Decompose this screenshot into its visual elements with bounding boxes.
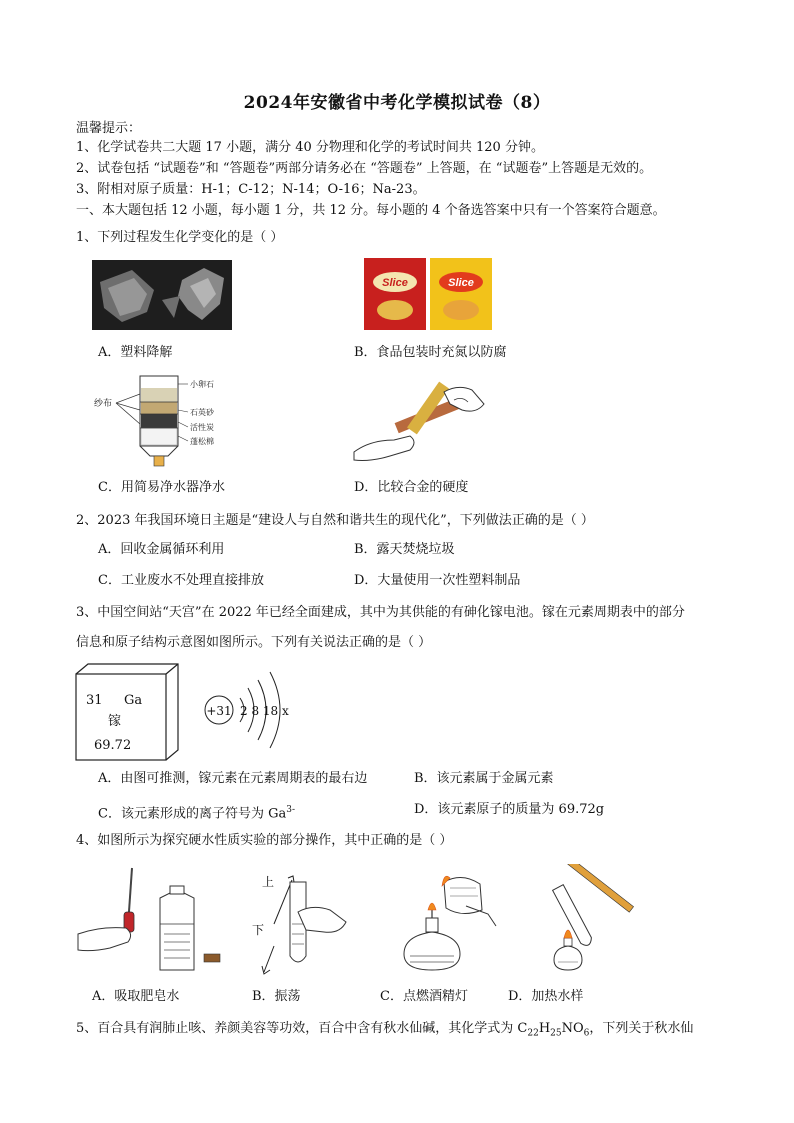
section-heading: 一、本大题包括 12 小题，每小题 1 分，共 12 分。每小题的 4 个备选答案中只有一个答案符合题意。 [76,203,666,218]
q5-formula-c-count: 22 [527,1028,539,1039]
q2-stem: 2、2023 年我国环境日主题是“建设人与自然和谐共生的现代化”，下列做法正确的是（ ） [76,513,594,528]
filter-label-sand: 石英砂 [190,408,214,417]
q3-option-b[interactable]: B．该元素属于金属元素 [414,771,554,786]
q3-option-a[interactable]: A．由图可推测，镓元素在元素周期表的最右边 [98,771,368,786]
q5-formula-h-count: 25 [550,1028,562,1039]
element-symbol: Ga [124,693,143,708]
q1-stem: 1、下列过程发生化学变化的是（ ） [76,230,284,245]
q4-option-a[interactable]: A．吸取肥皂水 [92,989,180,1004]
q3-option-d[interactable]: D．该元素原子的质量为 69.72g [414,802,605,817]
chips-package-image [364,258,492,330]
tips-heading: 温馨提示： [76,121,142,136]
q4-option-b[interactable]: B．振荡 [252,989,301,1004]
element-atomic-number: 31 [86,693,103,708]
filter-label-pebble: 小卵石 [190,380,214,389]
dropper-image [76,862,226,978]
direction-down-label: 下 [252,923,265,937]
alloy-hardness-image [350,370,490,466]
q5-stem [76,1020,693,1043]
q3-option-c-charge: 3- [286,805,295,815]
filter-label-cotton: 蓬松棉 [190,437,214,446]
q1-option-c[interactable]: C．用简易净水器净水 [98,480,225,495]
plastic-degradation-image [92,260,232,330]
filter-label-cloth: 纱布 [94,399,113,409]
water-filter-image [92,366,232,468]
element-name: 镓 [108,714,122,729]
q4-option-c[interactable]: C．点燃酒精灯 [380,989,468,1004]
heating-water-sample-image [526,864,636,978]
q4-option-d[interactable]: D．加热水样 [508,989,584,1004]
electron-shells: 2 8 18 x [240,704,289,718]
q2-option-a[interactable]: A．回收金属循环利用 [98,542,225,557]
element-atomic-mass: 69.72 [94,738,132,753]
page-title: 2024年安徽省中考化学模拟试卷（8） [243,93,551,113]
chips-brand-2: Slice [448,277,474,289]
chips-brand-1: Slice [382,277,408,289]
q5-stem-tail: ，下列关于秋水仙 [589,1021,694,1036]
q5-formula-no: NO [561,1021,584,1036]
tips-line-1: 1、化学试卷共二大题 17 小题，满分 40 分物理和化学的考试时间共 120 分钟。 [76,140,544,155]
q1-option-d[interactable]: D．比较合金的硬度 [354,480,469,495]
q2-option-c[interactable]: C．工业废水不处理直接排放 [98,573,264,588]
direction-up-label: 上 [262,875,275,889]
test-tube-shaking-image [250,868,350,978]
q5-formula-o-count: 6 [583,1028,590,1039]
q5-formula-h: H [538,1021,551,1036]
q3-stem-line-1: 3、中国空间站“天宫”在 2022 年已经全面建成，其中为其供能的有砷化镓电池。镓在元素周期表中的部分 [76,605,685,620]
q2-option-b[interactable]: B．露天焚烧垃圾 [354,542,455,557]
q4-stem: 4、如图所示为探究硬水性质实验的部分操作，其中正确的是（ ） [76,833,453,848]
tips-line-3: 3、附相对原子质量：H-1；C-12；N-14；O-16；Na-23。 [76,182,426,197]
gallium-atom-diagram [200,668,310,752]
element-cell-ga [74,662,180,762]
q3-option-c-text: C．该元素形成的离子符号为 Ga [98,806,287,822]
tips-line-2: 2、试卷包括 “试题卷”和 “答题卷”两部分请务必在 “答题卷” 上答题，在 “试题卷”上答题是无效的。 [76,161,653,176]
q1-option-a[interactable]: A．塑料降解 [98,345,173,360]
q5-stem-text: 5、百合具有润肺止咳、养颜美容等功效，百合中含有秋水仙碱，其化学式为 C [76,1021,528,1036]
q3-option-c[interactable] [98,801,295,823]
q2-option-d[interactable]: D．大量使用一次性塑料制品 [354,573,521,588]
q1-option-b[interactable]: B．食品包装时充氮以防腐 [354,345,507,360]
q3-stem-line-2: 信息和原子结构示意图如图所示。下列有关说法正确的是（ ） [76,635,432,650]
filter-label-carbon: 活性炭 [190,423,214,432]
alcohol-lamp-lighting-image [392,866,502,978]
nucleus-charge: +31 [206,704,232,718]
